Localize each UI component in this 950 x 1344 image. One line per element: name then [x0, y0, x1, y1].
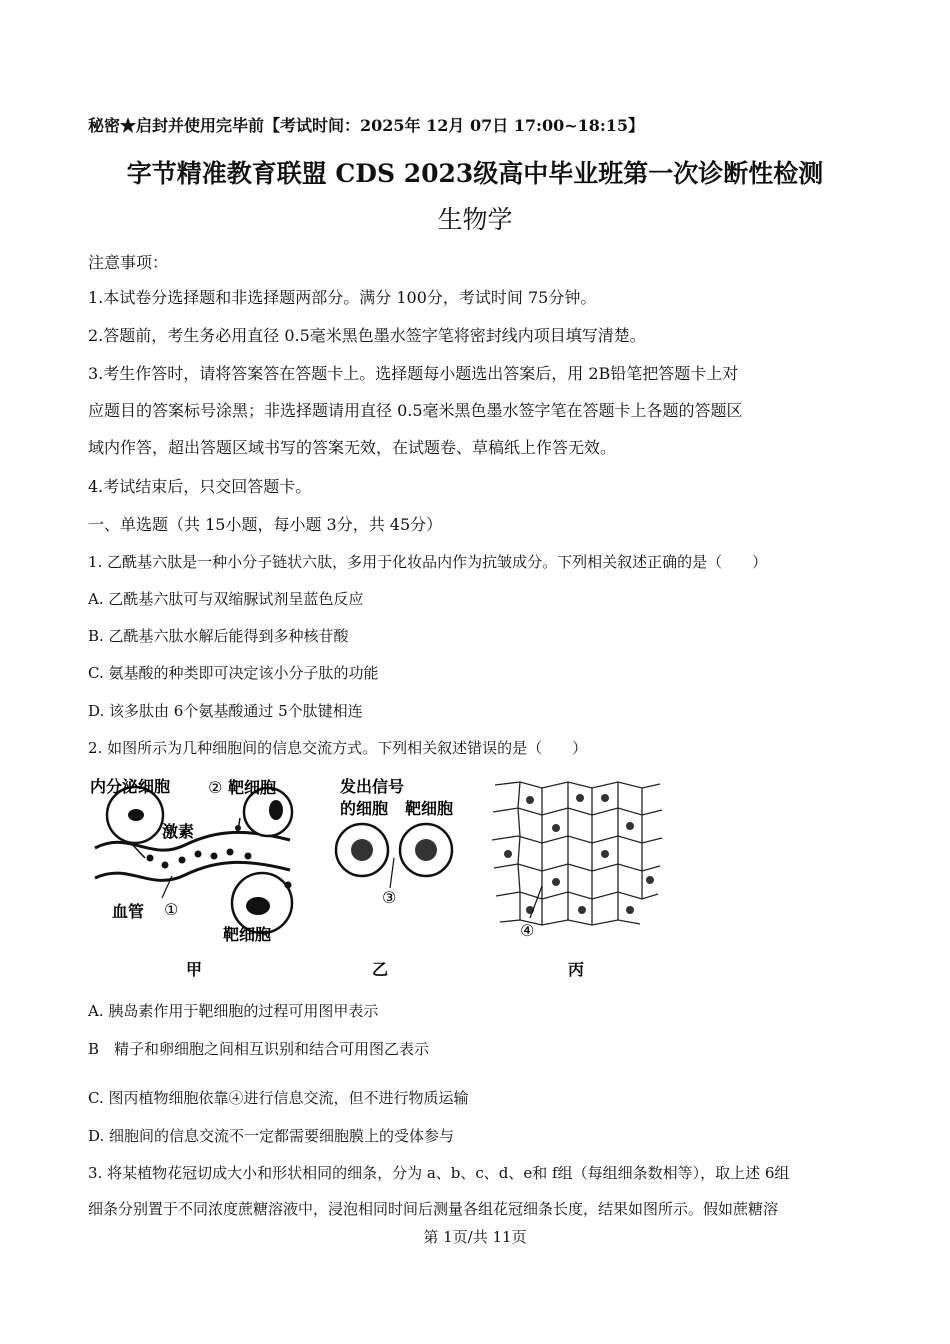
secret-notice: 秘密★启封并使用完毕前【考试时间：2025年 12月 07日 17:00~18:15】: [88, 116, 645, 135]
panel-label-b: 乙: [372, 960, 389, 979]
marker-4: ④: [520, 921, 535, 940]
panel-label-a: 甲: [186, 960, 203, 979]
note-item: 1.本试卷分选择题和非选择题两部分。满分 100分，考试时间 75分钟。: [88, 288, 597, 307]
subject-title: 生物学: [437, 205, 513, 234]
question-2-stem: 2. 如图所示为几种细胞间的信息交流方式。下列相关叙述错误的是（ ）: [88, 739, 588, 757]
exam-title: 字节精准教育联盟 CDS 2023级高中毕业班第一次诊断性检测: [126, 159, 824, 188]
question-2-option-c: C. 图丙植物细胞依靠④进行信息交流，但不进行物质运输: [88, 1089, 469, 1107]
label-signal-cell-line1: 发出信号: [340, 777, 405, 796]
question-3-line-2: 细条分别置于不同浓度蔗糖溶液中，浸泡相同时间后测量各组花冠细条长度，结果如图所示。假如蔗糖溶: [88, 1200, 779, 1218]
question-2-option-b: B 精子和卵细胞之间相互识别和结合可用图乙表示: [88, 1040, 430, 1058]
marker-2: ②: [208, 778, 223, 797]
notes-heading: 注意事项：: [88, 253, 169, 272]
note-item: 3.考生作答时，请将答案答在答题卡上。选择题每小题选出答案后，用 2B铅笔把答题卡上对: [88, 364, 739, 383]
question-2-option-d: D. 细胞间的信息交流不一定都需要细胞膜上的受体参与: [88, 1127, 455, 1145]
label-vessel: 血管: [112, 902, 145, 921]
note-item: 应题目的答案标号涂黑；非选择题请用直径 0.5毫米黑色墨水签字笔在答题卡上各题的答题区: [88, 401, 743, 420]
label-hormone: 激素: [162, 822, 195, 841]
question-1-option-a: A. 乙酰基六肽可与双缩脲试剂呈蓝色反应: [88, 590, 364, 608]
question-1-option-d: D. 该多肽由 6个氨基酸通过 5个肽键相连: [88, 702, 363, 720]
label-endocrine-cell: 内分泌细胞: [90, 777, 171, 796]
marker-3: ③: [382, 888, 397, 907]
question-1-option-c: C. 氨基酸的种类即可决定该小分子肽的功能: [88, 664, 379, 682]
panel-c: [490, 780, 662, 979]
label-target-cell-top: 靶细胞: [228, 778, 277, 797]
panel-a: [90, 777, 292, 979]
question-3-line-1: 3. 将某植物花冠切成大小和形状相同的细条，分为 a、b、c、d、e和 f组（每组细条数相等），取上述 6组: [88, 1164, 790, 1182]
page-footer: 第 1页/共 11页: [423, 1228, 527, 1246]
note-item: 域内作答，超出答题区域书写的答案无效，在试题卷、草稿纸上作答无效。: [88, 438, 617, 457]
label-target-cell-bottom: 靶细胞: [223, 925, 272, 944]
question-1-option-b: B. 乙酰基六肽水解后能得到多种核苷酸: [88, 627, 349, 645]
section-heading: 一、单选题（共 15小题，每小题 3分，共 45分）: [88, 515, 443, 534]
marker-1: ①: [164, 900, 179, 919]
label-signal-cell-line2: 的细胞: [340, 799, 389, 818]
question-1-stem: 1. 乙酰基六肽是一种小分子链状六肽，多用于化妆品内作为抗皱成分。下列相关叙述正确的是（ ）: [88, 553, 768, 571]
panel-b: [336, 777, 453, 979]
panel-label-c: 丙: [568, 960, 585, 979]
note-item: 2.答题前，考生务必用直径 0.5毫米黑色墨水签字笔将密封线内项目填写清楚。: [88, 326, 646, 345]
label-target-cell-mid: 靶细胞: [405, 799, 454, 818]
note-item: 4.考试结束后，只交回答题卡。: [88, 477, 312, 496]
question-2-option-a: A. 胰岛素作用于靶细胞的过程可用图甲表示: [88, 1002, 379, 1020]
cell-communication-figure: [90, 770, 670, 985]
